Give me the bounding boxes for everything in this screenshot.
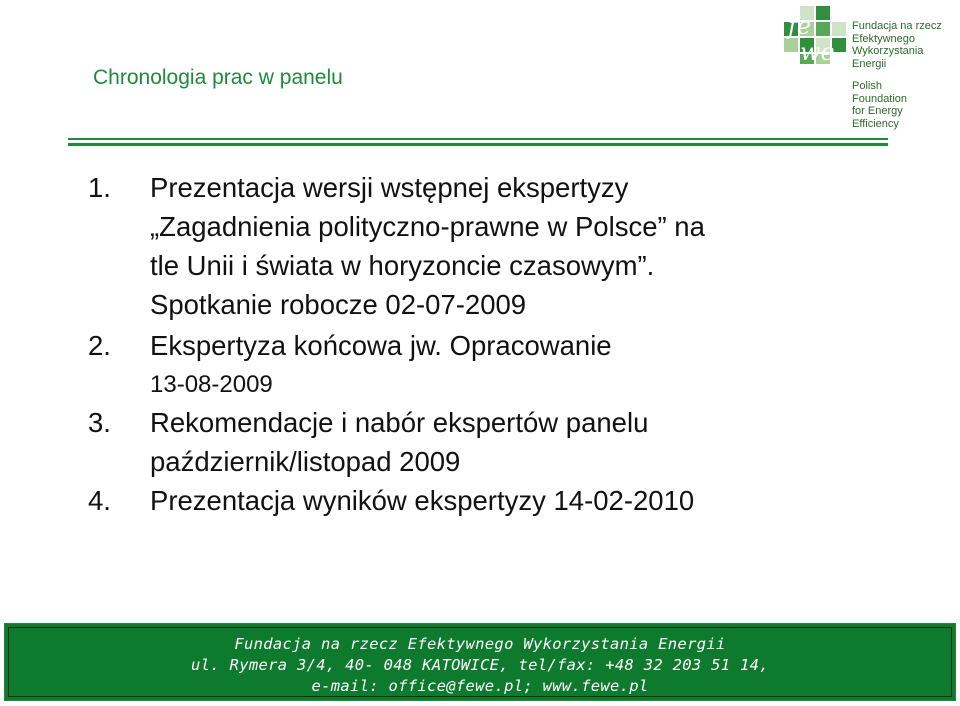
logo-text-line: Polish bbox=[852, 80, 882, 92]
list-number: 1. bbox=[88, 172, 111, 203]
logo-text-line: Fundacja na rzecz bbox=[852, 20, 942, 32]
chronology-list bbox=[88, 168, 948, 520]
fewe-logo-icon bbox=[778, 4, 848, 66]
svg-text:fe: fe bbox=[788, 12, 812, 40]
logo-text-line: Foundation bbox=[852, 92, 908, 105]
logo-text-line: Efficiency bbox=[852, 117, 899, 130]
list-number: 4. bbox=[88, 485, 111, 516]
list-number: 3. bbox=[88, 407, 111, 438]
footer-panel bbox=[8, 627, 952, 697]
list-item-text: tle Unii i świata w horyzoncie czasowym”. bbox=[150, 250, 655, 281]
list-item bbox=[88, 403, 948, 481]
list-item-text: Ekspertyza końcowa jw. Opracowanie bbox=[150, 330, 612, 361]
footer-contact: e-mail: office@fewe.pl; www.fewe.pl bbox=[311, 677, 649, 695]
fewe-logo bbox=[778, 4, 948, 128]
list-item-text: Prezentacja wersji wstępnej ekspertyzy bbox=[150, 172, 629, 203]
footer-org-name: Fundacja na rzecz Efektywnego Wykorzystania Energii bbox=[234, 635, 726, 653]
logo-polish-name bbox=[852, 20, 942, 70]
list-item bbox=[88, 326, 948, 403]
list-item-text: październik/listopad 2009 bbox=[150, 446, 461, 477]
list-item-date: 13-08-2009 bbox=[150, 371, 273, 398]
divider bbox=[68, 138, 888, 140]
page-title: Chronologia prac w panelu bbox=[93, 66, 343, 89]
logo-text-line: Efektywnego bbox=[852, 32, 915, 45]
list-item-text: Prezentacja wyników ekspertyzy 14-02-2010 bbox=[150, 485, 695, 516]
logo-text-line: Energii bbox=[852, 57, 887, 70]
list-item-text: Rekomendacje i nabór ekspertów panelu bbox=[150, 407, 649, 438]
list-item bbox=[88, 481, 948, 520]
list-item-text: Spotkanie robocze 02-07-2009 bbox=[150, 289, 527, 320]
list-item bbox=[88, 168, 948, 324]
divider bbox=[68, 143, 888, 146]
svg-text:we: we bbox=[800, 38, 835, 66]
logo-english-name bbox=[852, 80, 907, 130]
logo-text-line: Wykorzystania bbox=[852, 45, 924, 57]
list-number: 2. bbox=[88, 330, 111, 361]
logo-text-line: for Energy bbox=[852, 105, 903, 117]
footer-address: ul. Rymera 3/4, 40- 048 KATOWICE, tel/fax: +48 32 203 51 14, bbox=[191, 656, 769, 674]
footer bbox=[4, 623, 956, 701]
list-item-text: „Zagadnienia polityczno-prawne w Polsce” na bbox=[150, 211, 705, 242]
